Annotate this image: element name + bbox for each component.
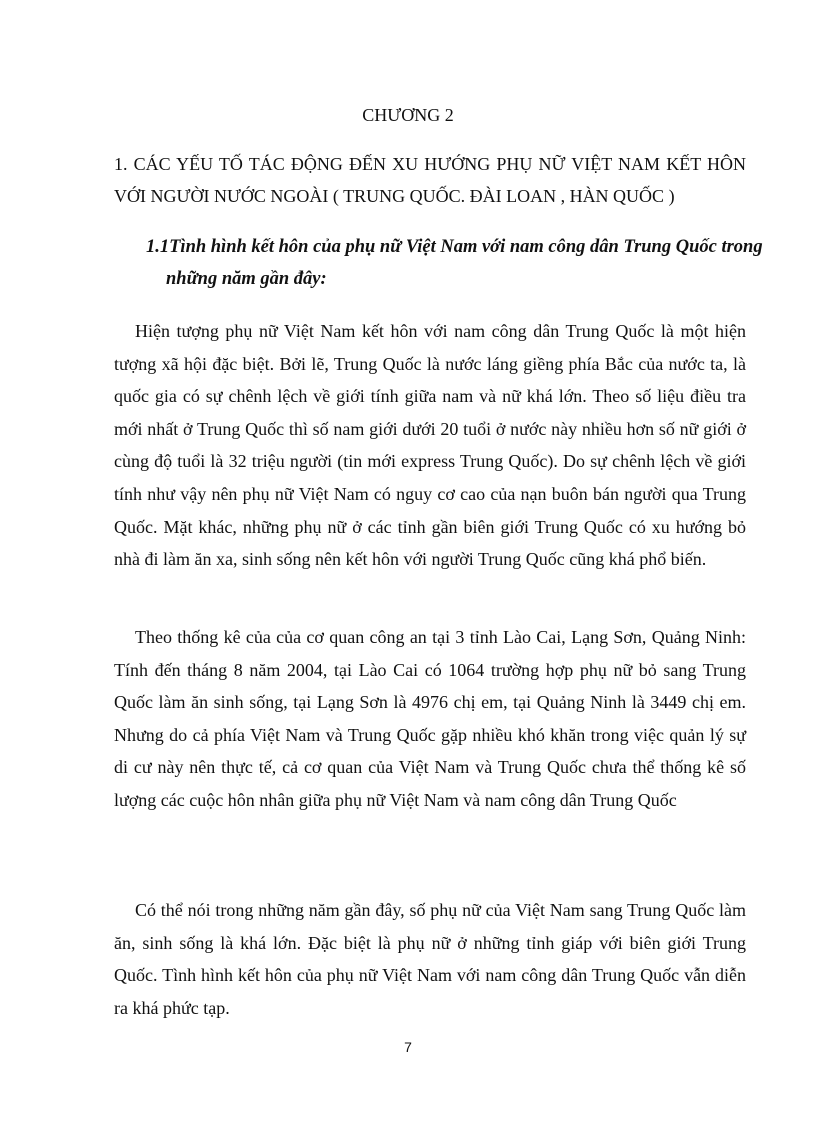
paragraph: Theo thống kê của của cơ quan công an tại 3 tỉnh Lào Cai, Lạng Sơn, Quảng Ninh: Tính đến tháng 8 năm 2004, tại Lào Cai có 1064 trường hợp phụ nữ bỏ sang Trung Quốc làm ăn sinh sống, tại Lạng Sơn là 4976 chị em, tại Quảng Ninh là 3449 chị em. Nhưng do cả phía Việt Nam và Trung Quốc gặp nhiều khó khăn trong việc quản lý sự di cư này nên thực tế, cả cơ quan của Việt Nam và Trung Quốc chưa thể thống kê số lượng các cuộc hôn nhân giữa phụ nữ Việt Nam và nam công dân Trung Quốc — [114, 627, 746, 810]
paragraph: Có thể nói trong những năm gần đây, số phụ nữ của Việt Nam sang Trung Quốc làm ăn, sinh sống là khá lớn. Đặc biệt là phụ nữ ở những tỉnh giáp với biên giới Trung Quốc. Tình hình kết hôn của phụ nữ Việt Nam với nam công dân Trung Quốc vẫn diễn ra khá phức tạp. — [114, 900, 746, 1018]
chapter-title: CHƯƠNG 2 — [362, 105, 454, 125]
section-heading: 1. CÁC YẾU TỐ TÁC ĐỘNG ĐẾN XU HƯỚNG PHỤ NỮ VIỆT NAM KẾT HÔN VỚI NGƯỜI NƯỚC NGOÀI ( TRUNG QUỐC. ĐÀI LOAN , HÀN QUỐC ) — [114, 154, 746, 206]
page-number: 7 — [404, 1039, 412, 1055]
paragraph: Hiện tượng phụ nữ Việt Nam kết hôn với nam công dân Trung Quốc là một hiện tượng xã hội đặc biệt. Bởi lẽ, Trung Quốc là nước láng giềng phía Bắc của nước ta, là quốc gia có sự chênh lệch về giới tính giữa nam và nữ khá lớn. Theo số liệu điều tra mới nhất ở Trung Quốc thì số nam giới dưới 20 tuổi ở nước này nhiều hơn số nữ giới ở cùng độ tuổi là 32 triệu người (tin mới express Trung Quốc). Do sự chênh lệch về giới tính như vậy nên phụ nữ Việt Nam có nguy cơ cao của nạn buôn bán người qua Trung Quốc. Mặt khác, những phụ nữ ở các tỉnh gần biên giới Trung Quốc có xu hướng bỏ nhà đi làm ăn xa, sinh sống nên kết hôn với người Trung Quốc cũng khá phổ biến. — [114, 321, 746, 570]
subsection-title: 1.1Tình hình kết hôn của phụ nữ Việt Nam với nam công dân Trung Quốc trong những năm gần đây: — [146, 237, 763, 289]
